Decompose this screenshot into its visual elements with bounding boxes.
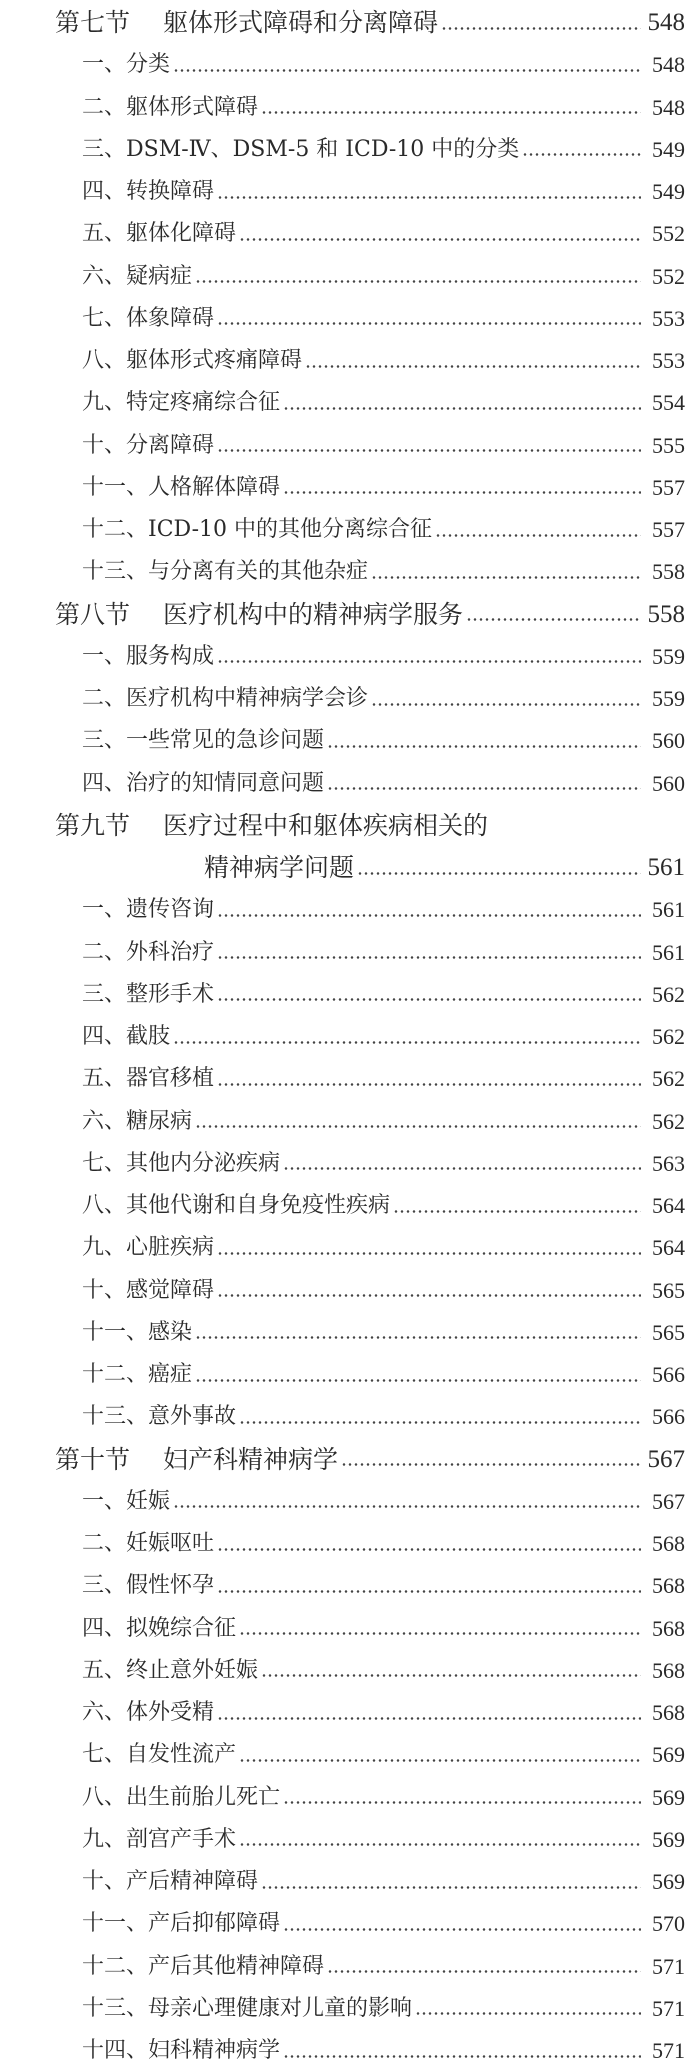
dot-leader: [195, 1125, 641, 1128]
toc-entry[interactable]: [0, 1653, 700, 1689]
toc-section-heading[interactable]: [0, 850, 700, 886]
dot-leader: [217, 1590, 641, 1593]
entry-title: 十二、ICD-10 中的其他分离综合征: [82, 517, 432, 542]
dot-leader: [195, 1379, 641, 1382]
dot-leader: [357, 872, 641, 875]
entry-title: 三、假性怀孕: [82, 1573, 215, 1599]
entry-title: 十、分离障碍: [82, 432, 215, 458]
page-number: 564: [652, 1235, 685, 1261]
dot-leader: [173, 1505, 641, 1508]
toc-entry[interactable]: [0, 1864, 700, 1900]
toc-entry[interactable]: [0, 1061, 700, 1097]
toc-entry[interactable]: [0, 1991, 700, 2027]
page-number: 555: [652, 432, 685, 458]
toc-entry[interactable]: [0, 1357, 700, 1393]
entry-title: 四、治疗的知情同意问题: [82, 770, 325, 796]
page-number: 561: [652, 897, 685, 923]
dot-leader: [217, 1548, 641, 1551]
dot-leader: [239, 238, 641, 241]
entry-title: 七、体象障碍: [82, 305, 215, 331]
page-number: 564: [652, 1193, 685, 1218]
dot-leader: [217, 322, 641, 325]
page-number: 570: [652, 1911, 685, 1937]
toc-entry[interactable]: [0, 681, 700, 717]
dot-leader: [217, 914, 641, 917]
page-number: 549: [652, 136, 685, 162]
entry-title: 九、心脏疾病: [82, 1235, 215, 1261]
dot-leader: [283, 1167, 641, 1170]
dot-leader: [371, 703, 641, 706]
toc-entry[interactable]: [0, 343, 700, 379]
toc-entry[interactable]: [0, 1737, 700, 1773]
dot-leader: [305, 365, 641, 368]
toc-entry[interactable]: [0, 1315, 700, 1351]
entry-title: 十三、意外事故: [82, 1404, 237, 1430]
page-number: 548: [647, 9, 685, 36]
page-number: 569: [652, 1826, 685, 1852]
entry-title: 十一、感染: [82, 1319, 193, 1345]
dot-leader: [341, 1463, 641, 1466]
entry-title: 三、DSM-Ⅳ、DSM-5 和 ICD-10 中的分类: [82, 136, 520, 162]
section-number: 第十节: [55, 1444, 131, 1474]
toc-entry[interactable]: [0, 1906, 700, 1942]
page-number: 558: [647, 600, 685, 628]
dot-leader: [261, 111, 641, 114]
toc-entry[interactable]: [0, 1780, 700, 1816]
page-number: 568: [652, 1615, 685, 1641]
entry-title: 十、产后精神障碍: [82, 1869, 259, 1894]
page-number: 548: [652, 94, 685, 120]
page-number: 560: [652, 728, 685, 754]
dot-leader: [195, 1336, 641, 1339]
entry-title: 二、外科治疗: [82, 939, 215, 965]
page-number: 562: [652, 1066, 685, 1092]
dot-leader: [522, 153, 641, 156]
entry-title: 八、其他代谢和自身免疫性疾病: [82, 1193, 391, 1218]
entry-title: 八、躯体形式疼痛障碍: [82, 348, 303, 373]
toc-entry[interactable]: [0, 90, 700, 126]
entry-title: 十三、母亲心理健康对儿童的影响: [82, 1995, 413, 2021]
dot-leader: [217, 956, 641, 959]
entry-title: 九、特定疼痛综合征: [82, 390, 281, 416]
page-number: 569: [652, 1784, 685, 1810]
dot-leader: [283, 407, 641, 410]
page-number: 554: [652, 390, 685, 416]
dot-leader: [239, 1421, 641, 1424]
toc-entry[interactable]: [0, 1949, 700, 1985]
page-number: 568: [652, 1700, 685, 1725]
toc-entry[interactable]: [0, 1273, 700, 1309]
dot-leader: [217, 660, 641, 663]
dot-leader: [283, 491, 641, 494]
page-number: 562: [652, 1024, 685, 1049]
toc-entry[interactable]: [0, 385, 700, 421]
entry-title: 五、器官移植: [82, 1066, 215, 1092]
entry-title: 七、其他内分泌疾病: [82, 1150, 281, 1176]
dot-leader: [217, 196, 641, 199]
entry-title: 十一、人格解体障碍: [82, 474, 281, 500]
toc-section-heading[interactable]: [0, 597, 700, 633]
dot-leader: [217, 1294, 641, 1297]
dot-leader: [217, 1083, 641, 1086]
toc-entry[interactable]: [0, 512, 700, 548]
page-number: 559: [652, 686, 685, 711]
page-number: 549: [652, 179, 685, 204]
toc-entry[interactable]: [0, 1019, 700, 1055]
section-number: 第八节: [55, 599, 131, 629]
toc-section-heading[interactable]: [0, 1442, 700, 1478]
toc-entry[interactable]: [0, 1146, 700, 1182]
page-number: 560: [652, 770, 685, 796]
dot-leader: [239, 1759, 641, 1762]
dot-leader: [327, 787, 641, 790]
page-number: 561: [652, 939, 685, 965]
page-number: 552: [652, 263, 685, 289]
entry-title: 十一、产后抑郁障碍: [82, 1911, 281, 1937]
entry-title: 四、转换障碍: [82, 179, 215, 204]
toc-entry[interactable]: [0, 935, 700, 971]
dot-leader: [415, 2012, 641, 2015]
toc-section-heading[interactable]: [0, 5, 700, 41]
page-number: 568: [652, 1531, 685, 1556]
toc-entry[interactable]: [0, 174, 700, 210]
entry-title: 精神病学问题: [204, 853, 355, 882]
toc-entry[interactable]: [0, 470, 700, 506]
toc-entry[interactable]: [0, 132, 700, 168]
entry-title: 十二、产后其他精神障碍: [82, 1953, 325, 1979]
entry-title: 六、体外受精: [82, 1700, 215, 1725]
dot-leader: [327, 745, 641, 748]
page-number: 553: [652, 348, 685, 373]
toc-entry[interactable]: [0, 2033, 700, 2069]
entry-title: 一、服务构成: [82, 643, 215, 669]
dot-leader: [217, 1252, 641, 1255]
toc-section-heading[interactable]: [0, 808, 700, 844]
page-number: 569: [652, 1742, 685, 1768]
page-number: 565: [652, 1277, 685, 1303]
entry-title: 七、自发性流产: [82, 1742, 237, 1768]
toc-entry[interactable]: [0, 977, 700, 1013]
dot-leader: [283, 1928, 641, 1931]
toc-entry[interactable]: [0, 1484, 700, 1520]
entry-title: 六、糖尿病: [82, 1108, 193, 1134]
entry-title: 二、躯体形式障碍: [82, 94, 259, 120]
toc-entry[interactable]: [0, 47, 700, 83]
dot-leader: [441, 27, 641, 30]
page-number: 557: [652, 474, 685, 500]
entry-title: 四、截肢: [82, 1024, 171, 1049]
entry-title: 妇产科精神病学: [163, 1444, 339, 1474]
entry-title: 九、剖宫产手术: [82, 1826, 237, 1852]
entry-title: 医疗机构中的精神病学服务: [163, 599, 464, 629]
dot-leader: [435, 534, 641, 537]
page-number: 553: [652, 305, 685, 331]
toc-entry[interactable]: [0, 1526, 700, 1562]
toc-entry[interactable]: [0, 1399, 700, 1435]
page-number: 571: [652, 1953, 685, 1979]
page-number: 558: [652, 559, 685, 585]
toc-entry[interactable]: [0, 723, 700, 759]
dot-leader: [327, 1970, 641, 1973]
toc-entry[interactable]: [0, 259, 700, 295]
page-number: 566: [652, 1404, 685, 1430]
page-number: 571: [652, 2038, 685, 2063]
toc-entry[interactable]: [0, 554, 700, 590]
dot-leader: [217, 998, 641, 1001]
dot-leader: [261, 1886, 641, 1889]
dot-leader: [173, 69, 641, 72]
page-number: 548: [652, 52, 685, 78]
entry-title: 二、医疗机构中精神病学会诊: [82, 686, 369, 711]
dot-leader: [371, 576, 641, 579]
page-number: 552: [652, 221, 685, 247]
toc-entry[interactable]: [0, 892, 700, 928]
entry-title: 一、遗传咨询: [82, 897, 215, 923]
section-number: 第九节: [55, 810, 131, 840]
dot-leader: [217, 449, 641, 452]
page-number: 568: [652, 1573, 685, 1599]
entry-title: 四、拟娩综合征: [82, 1615, 237, 1641]
dot-leader: [283, 1801, 641, 1804]
entry-title: 三、整形手术: [82, 981, 215, 1007]
page-number: 568: [652, 1657, 685, 1683]
entry-title: 十、感觉障碍: [82, 1277, 215, 1303]
toc-entry[interactable]: [0, 301, 700, 337]
entry-title: 躯体形式障碍和分离障碍: [163, 8, 439, 37]
page-number: 565: [652, 1319, 685, 1345]
entry-title: 医疗过程中和躯体疾病相关的: [163, 810, 489, 840]
dot-leader: [261, 1674, 641, 1677]
toc-entry[interactable]: [0, 1230, 700, 1266]
toc-entry[interactable]: [0, 1822, 700, 1858]
entry-title: 五、躯体化障碍: [82, 221, 237, 247]
section-number: 第七节: [55, 8, 131, 37]
dot-leader: [173, 1041, 641, 1044]
page-number: 571: [652, 1995, 685, 2021]
dot-leader: [466, 618, 641, 621]
toc-entry[interactable]: [0, 1611, 700, 1647]
page-number: 557: [652, 517, 685, 542]
page-number: 567: [647, 1445, 685, 1473]
entry-title: 十三、与分离有关的其他杂症: [82, 559, 369, 585]
dot-leader: [239, 1632, 641, 1635]
toc-entry[interactable]: [0, 766, 700, 802]
dot-leader: [195, 280, 641, 283]
entry-title: 六、疑病症: [82, 263, 193, 289]
toc-entry[interactable]: [0, 1104, 700, 1140]
entry-title: 二、妊娠呕吐: [82, 1531, 215, 1556]
entry-title: 一、分类: [82, 52, 171, 78]
entry-title: 一、妊娠: [82, 1488, 171, 1514]
toc-entry[interactable]: [0, 1568, 700, 1604]
page-number: 562: [652, 981, 685, 1007]
entry-title: 十四、妇科精神病学: [82, 2038, 281, 2063]
page-number: 562: [652, 1108, 685, 1134]
entry-title: 三、一些常见的急诊问题: [82, 728, 325, 754]
entry-title: 八、出生前胎儿死亡: [82, 1784, 281, 1810]
page-number: 561: [647, 854, 685, 881]
page-number: 569: [652, 1869, 685, 1894]
dot-leader: [393, 1210, 641, 1213]
toc-entry[interactable]: [0, 428, 700, 464]
dot-leader: [239, 1843, 641, 1846]
toc-entry[interactable]: [0, 1188, 700, 1224]
dot-leader: [283, 2055, 641, 2058]
page-number: 559: [652, 643, 685, 669]
entry-title: 五、终止意外妊娠: [82, 1657, 259, 1683]
toc-entry[interactable]: [0, 639, 700, 675]
dot-leader: [217, 1717, 641, 1720]
page-number: 567: [652, 1488, 685, 1514]
page-number: 566: [652, 1362, 685, 1387]
toc-entry[interactable]: [0, 1695, 700, 1731]
entry-title: 十二、癌症: [82, 1362, 193, 1387]
toc-entry[interactable]: [0, 216, 700, 252]
page-number: 563: [652, 1150, 685, 1176]
